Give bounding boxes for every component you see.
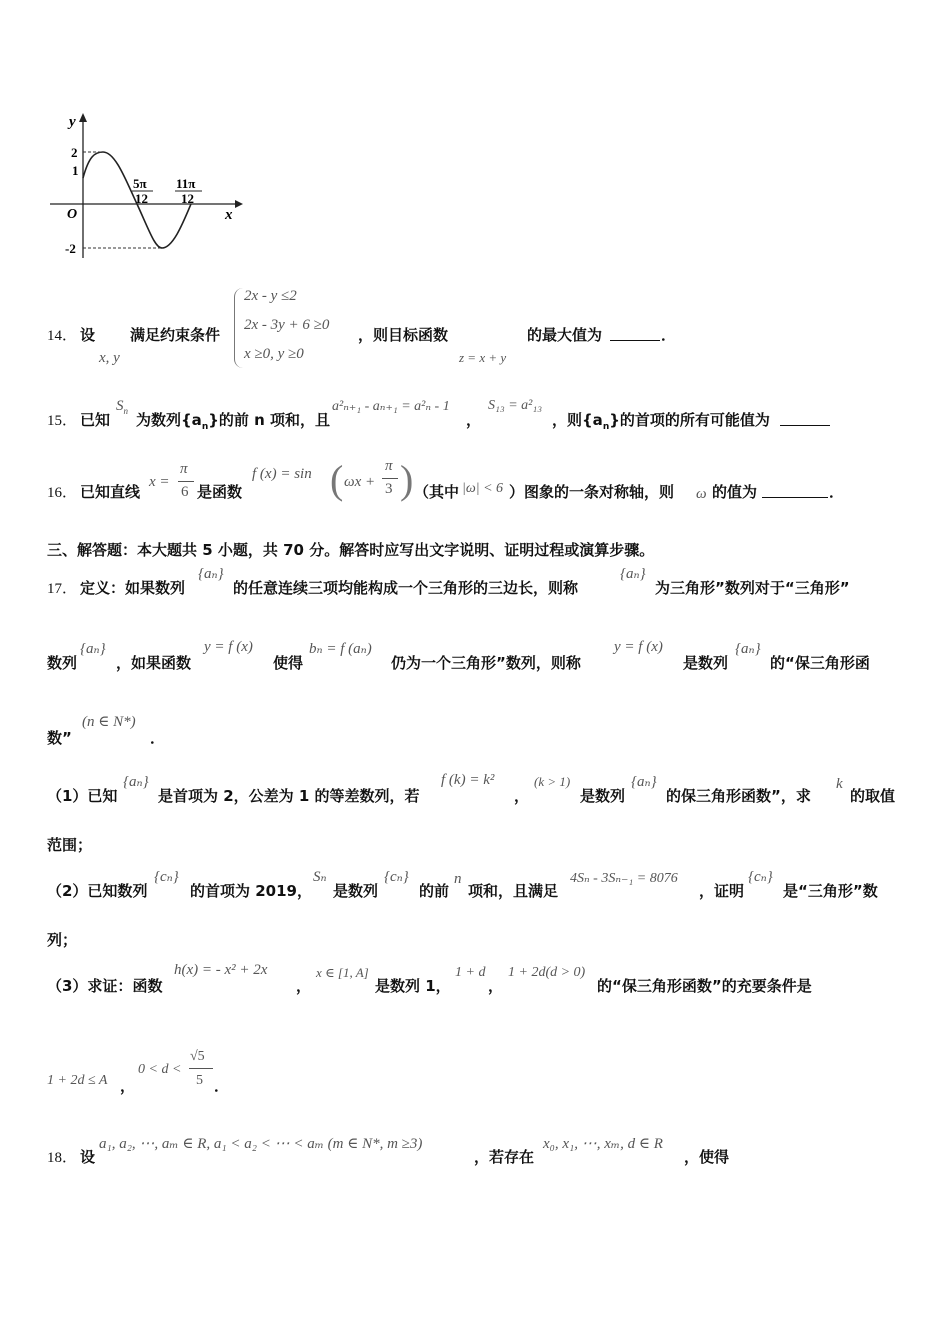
- q17-line2-a: 数列: [47, 654, 78, 672]
- q18-exist: x₀, x₁, ⋯, xₘ, d ∈ R: [543, 1136, 663, 1152]
- q17-p1-e: 的取值: [850, 787, 896, 805]
- q17-p2-e: 项和，且满足: [468, 882, 559, 900]
- q15-condition: S₁₃ = a²₁₃: [488, 398, 543, 413]
- q14-constraint-text: 满足约束条件: [130, 326, 221, 344]
- q14-system-brace: [234, 288, 243, 368]
- q17-line2-c: 使得: [273, 654, 304, 672]
- q17-p3-den: 5: [196, 1073, 203, 1088]
- q17-p1-fk: f (k) = k²: [441, 772, 495, 788]
- q16-frac1-num: π: [180, 461, 188, 477]
- q15-sn: $S_n$: [116, 398, 128, 416]
- tick-label-2: 2: [71, 145, 78, 160]
- q17-p1-a: （1）已知: [47, 787, 118, 805]
- y-axis-arrow: [79, 113, 87, 122]
- q15-text-1: 已知: [80, 411, 111, 429]
- q17-an-4: {aₙ}: [735, 641, 761, 657]
- q18-text-2: ，若存在: [474, 1148, 535, 1166]
- q16-text-1: 已知直线: [80, 483, 141, 501]
- q14-target: z = x + y: [459, 350, 507, 365]
- q17-p1-b: 是首项为 2，公差为 1 的等差数列，若: [158, 787, 420, 805]
- q14-constraint-1: 2x - y ≤2: [244, 288, 297, 304]
- q14-mid-text: ，则目标函数: [358, 326, 449, 344]
- q14-vars: x, y: [99, 350, 120, 366]
- q17-an-2: {aₙ}: [620, 566, 646, 582]
- q17-p3-period: ．: [214, 1077, 230, 1095]
- q16-answer-blank[interactable]: [762, 483, 828, 498]
- q17-an-1: {aₙ}: [198, 566, 224, 582]
- q15-text-2: 为数列$\{a_n\}$的前 n 项和，且: [136, 411, 331, 432]
- x-tick-2-num: 11π: [176, 176, 196, 191]
- q16-frac2-num: π: [385, 458, 393, 474]
- q16-text-3: （其中: [414, 483, 460, 501]
- x-tick-2-den: 12: [181, 191, 194, 206]
- q17-line2-d: 仍为一个三角形”数列，则称: [391, 654, 581, 672]
- q16-frac2-den: 3: [385, 481, 393, 497]
- y-axis-label: y: [69, 114, 76, 130]
- q17-an-3: {aₙ}: [80, 641, 106, 657]
- q16-right-paren: ): [400, 457, 414, 502]
- q17-line1-a: 定义：如果数列: [80, 579, 186, 597]
- q17-cn-1: {cₙ}: [154, 869, 179, 885]
- q15-number: 15．: [47, 413, 78, 429]
- q14-number: 14．: [47, 328, 78, 344]
- q17-yfx-2: y = f (x): [614, 639, 663, 655]
- x-axis-arrow: [235, 200, 243, 208]
- q15-comma: ，: [466, 411, 482, 429]
- q17-p3-frac-bar: [189, 1068, 213, 1069]
- q14-period: ．: [661, 326, 677, 344]
- q16-left-paren: (: [330, 457, 344, 502]
- q17-p1-k: k: [836, 776, 843, 792]
- q17-p2-h: 列；: [47, 931, 78, 949]
- q17-p3-cond2: 0 < d <: [138, 1062, 182, 1077]
- q14-constraint-2: 2x - 3y + 6 ≥0: [244, 317, 330, 333]
- q17-p1-kcond: (k > 1): [534, 774, 571, 789]
- q17-p3-cond1: 1 + 2d ≤ A: [47, 1073, 108, 1088]
- q18-text-3: ，使得: [684, 1148, 730, 1166]
- x-tick-1-den: 12: [135, 191, 148, 206]
- q18-text-1: 设: [80, 1148, 96, 1166]
- q17-line1-c: 为三角形”数列对于“三角形”: [655, 579, 850, 597]
- q16-inner: ωx +: [344, 474, 376, 490]
- q17-p1-an-1: {aₙ}: [123, 774, 149, 790]
- q17-p2-sn: Sₙ: [313, 869, 327, 885]
- q17-p3-sqrt5: √5: [190, 1049, 205, 1064]
- q17-line3-period: ．: [150, 729, 166, 747]
- q17-p1-d: 的保三角形函数”，求: [666, 787, 811, 805]
- q17-p3-comma1: ，: [296, 977, 312, 995]
- q14-constraint-3: x ≥0, y ≥0: [244, 346, 304, 362]
- q17-line2-b: ，如果函数: [116, 654, 192, 672]
- tick-label-neg2: -2: [65, 241, 76, 256]
- q16-number: 16．: [47, 485, 78, 501]
- x-tick-1-num: 5π: [133, 176, 147, 191]
- q16-line-lhs: x =: [149, 474, 170, 490]
- q17-line2-e: 是数列: [683, 654, 729, 672]
- q17-p3-a: （3）求证：函数: [47, 977, 163, 995]
- q16-text-2: 是函数: [197, 483, 243, 501]
- q15-answer-blank[interactable]: [780, 411, 830, 426]
- q16-frac2-bar: [382, 478, 398, 479]
- q17-yfx-1: y = f (x): [204, 639, 253, 655]
- q16-frac1-den: 6: [181, 484, 189, 500]
- q17-cn-3: {cₙ}: [748, 869, 773, 885]
- q17-line3-a: 数”: [47, 729, 72, 747]
- q17-p3-c: 的“保三角形函数”的充要条件是: [597, 977, 812, 995]
- q17-p2-a: （2）已知数列: [47, 882, 148, 900]
- q16-text-4: ）图象的一条对称轴，则: [509, 483, 675, 501]
- q17-p2-b: 的首项为 2019，: [190, 882, 312, 900]
- q14-answer-blank[interactable]: [610, 326, 660, 341]
- q17-line2-f: 的“保三角形函: [770, 654, 870, 672]
- q17-p2-f: ，证明: [699, 882, 745, 900]
- q17-p3-term2: 1 + d: [455, 965, 486, 980]
- q18-number: 18．: [47, 1150, 78, 1166]
- q16-text-5: 的值为: [712, 483, 758, 501]
- q17-p2-d: 的前: [419, 882, 450, 900]
- q17-p2-g: 是“三角形”数: [783, 882, 878, 900]
- q17-p2-c: 是数列: [333, 882, 379, 900]
- q15-recurrence: a²ₙ₊₁ - aₙ₊₁ = a²ₙ - 1: [332, 399, 450, 414]
- q17-p3-b: 是数列 1，: [375, 977, 451, 995]
- sine-graph: [45, 108, 255, 263]
- q17-line1-b: 的任意连续三项均能构成一个三角形的三边长，则称: [233, 579, 579, 597]
- q17-p3-comma3: ，: [120, 1077, 136, 1095]
- q17-bn: bₙ = f (aₙ): [309, 641, 372, 657]
- q16-period: ．: [829, 483, 845, 501]
- q15-text-3: ，则$\{a_n\}$的首项的所有可能值为: [552, 411, 770, 432]
- q14-end-text: 的最大值为: [527, 326, 603, 344]
- q14-she: 设: [80, 326, 96, 344]
- q16-omega: ω: [696, 486, 707, 502]
- q16-frac1-bar: [178, 481, 194, 482]
- q17-p1-an-2: {aₙ}: [631, 774, 657, 790]
- q17-number: 17．: [47, 581, 78, 597]
- section-3-heading: 三、解答题：本大题共 5 小题，共 70 分。解答时应写出文字说明、证明过程或演算步骤。: [47, 541, 655, 559]
- q17-p3-term3: 1 + 2d(d > 0): [508, 965, 586, 980]
- q17-p3-comma2: ，: [488, 977, 504, 995]
- q17-p1-f: 范围；: [47, 836, 93, 854]
- q17-p2-eq: 4Sₙ - 3Sₙ₋₁ = 8076: [570, 871, 678, 886]
- q17-cn-2: {cₙ}: [384, 869, 409, 885]
- origin-label: O: [67, 207, 78, 222]
- tick-label-1: 1: [72, 163, 79, 178]
- q18-sequence: a₁, a₂, ⋯, aₘ ∈ R, a₁ < a₂ < ⋯ < aₘ (m ∈ N*, m ≥3): [99, 1136, 423, 1152]
- q17-p3-domain: x ∈ [1, A]: [316, 965, 369, 980]
- q16-omega-cond: |ω| < 6: [462, 481, 504, 496]
- q17-p1-c: 是数列: [580, 787, 626, 805]
- q17-p3-h: h(x) = - x² + 2x: [174, 962, 268, 978]
- q17-p2-n: n: [454, 871, 462, 887]
- q17-p1-comma: ，: [514, 787, 530, 805]
- q17-line3-cond: (n ∈ N*): [82, 714, 136, 730]
- q16-func-lhs: f (x) = sin: [252, 466, 312, 482]
- x-axis-label: x: [225, 207, 233, 223]
